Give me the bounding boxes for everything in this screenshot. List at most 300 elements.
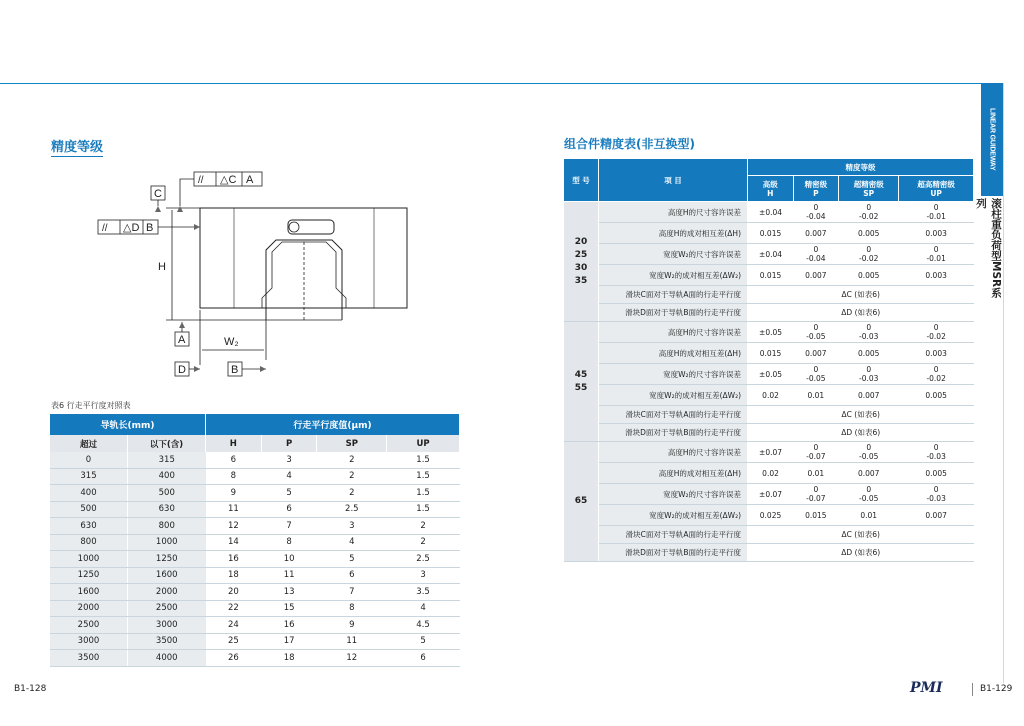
- table-cell: 9: [317, 617, 387, 634]
- value-line: 0.005: [925, 390, 947, 400]
- item-cell: 滑块D面对于导轨B面的行走平行度: [599, 424, 748, 442]
- item-cell: 宽度W₂的尺寸容许误差: [599, 364, 748, 385]
- table-row: [564, 424, 974, 442]
- table-row: [564, 304, 974, 322]
- item-cell: 滑块C面对于导轨A面的行走平行度: [599, 286, 748, 304]
- block-outline: [200, 208, 407, 308]
- model-number: 55: [574, 382, 588, 393]
- table-row: [564, 505, 974, 526]
- value-line: -0.03: [926, 494, 946, 503]
- table-cell: 22: [206, 600, 262, 617]
- value-line: 0.015: [759, 348, 782, 358]
- table-cell: 3500: [128, 633, 206, 650]
- value-line: -0.01: [926, 254, 946, 263]
- precision-grade-heading: 精度等级: [51, 136, 103, 157]
- model-cell: [564, 442, 599, 562]
- full-cell: ΔD (如表6): [748, 544, 974, 562]
- value-line: -0.05: [859, 452, 879, 461]
- model-number: 35: [574, 275, 588, 286]
- table-cell: 16: [261, 617, 317, 634]
- value-line: 0: [813, 245, 819, 254]
- value-cell: [899, 463, 974, 484]
- value-cell: [899, 322, 974, 343]
- table-cell: 2: [387, 534, 460, 551]
- value-line: -0.03: [859, 332, 879, 341]
- table-cell: 11: [317, 633, 387, 650]
- table-cell: 800: [50, 534, 128, 551]
- parallelism-table: [50, 414, 460, 667]
- table-cell: 500: [50, 501, 128, 518]
- grade-header: [899, 176, 974, 202]
- table-cell: 11: [206, 501, 262, 518]
- value-cell: [748, 343, 794, 364]
- item-cell: 宽度W₂的成对相互差(ΔW₂): [599, 505, 748, 526]
- value-line: 0.01: [807, 390, 825, 400]
- value-line: 0: [933, 245, 939, 254]
- table-cell: 1600: [50, 584, 128, 601]
- table-cell: 12: [206, 518, 262, 535]
- table-row: [50, 452, 460, 468]
- assembly-precision-table: [564, 159, 974, 562]
- label-dd: △D: [123, 222, 140, 234]
- table-cell: 25: [206, 633, 262, 650]
- value-cell: [899, 442, 974, 463]
- table-row: [564, 406, 974, 424]
- table-cell: 4: [387, 600, 460, 617]
- model-number: 25: [574, 249, 588, 260]
- table-cell: 1000: [128, 534, 206, 551]
- table-cell: 18: [261, 650, 317, 667]
- value-line: -0.03: [926, 452, 946, 461]
- section-title: 滚柱重负荷型MSR系列: [975, 198, 1002, 298]
- item-cell: 滑块D面对于导轨B面的行走平行度: [599, 544, 748, 562]
- value-line: 0.007: [925, 510, 947, 520]
- model-number: 20: [574, 236, 588, 247]
- label-w2: W₂: [224, 336, 239, 348]
- label-d: D: [178, 364, 186, 376]
- table-cell: 6: [261, 501, 317, 518]
- table-cell: 5: [317, 551, 387, 568]
- grade-name: 高级: [762, 179, 778, 189]
- page-number-left: B1-128: [14, 684, 47, 694]
- table-cell: 500: [128, 485, 206, 502]
- table-cell: 6: [317, 567, 387, 584]
- table-row: [50, 567, 460, 584]
- item-cell: 高度H的尺寸容许误差: [599, 202, 748, 223]
- value-line: -0.04: [806, 254, 826, 263]
- table-cell: 1.5: [387, 485, 460, 502]
- grade-header: [748, 176, 794, 202]
- full-cell: ΔC (如表6): [748, 286, 974, 304]
- value-cell: [839, 202, 899, 223]
- value-line: -0.04: [806, 212, 826, 221]
- item-cell: 高度H的成对相互差(ΔH): [599, 343, 748, 364]
- value-cell: [748, 385, 794, 406]
- value-cell: [748, 202, 794, 223]
- table-row: [564, 202, 974, 223]
- value-line: 0: [933, 203, 939, 212]
- table-cell: 1600: [128, 567, 206, 584]
- table-cell: 1250: [50, 567, 128, 584]
- table-caption: 表6 行走平行度对照表: [51, 401, 131, 410]
- value-line: -0.05: [859, 494, 879, 503]
- sub-header-row: [50, 435, 460, 452]
- header-item: 项 目: [599, 159, 748, 202]
- value-line: ±0.07: [759, 489, 783, 499]
- table-cell: 3: [317, 518, 387, 535]
- table-cell: 2.5: [387, 551, 460, 568]
- table-row: [50, 584, 460, 601]
- top-rule: [0, 83, 981, 84]
- table-row: [564, 484, 974, 505]
- table-cell: 3: [261, 452, 317, 468]
- table-row: [564, 364, 974, 385]
- value-cell: [748, 484, 794, 505]
- value-cell: [899, 223, 974, 244]
- table-cell: 3.5: [387, 584, 460, 601]
- item-cell: 滑块D面对于导轨B面的行走平行度: [599, 304, 748, 322]
- table-row: [564, 244, 974, 265]
- value-line: 0.01: [807, 468, 825, 478]
- header-grade: 精度等级: [748, 159, 974, 176]
- value-cell: [899, 364, 974, 385]
- value-line: -0.03: [859, 374, 879, 383]
- header-model: 型 号: [564, 159, 599, 202]
- value-cell: [899, 265, 974, 286]
- value-line: 0.015: [759, 228, 782, 238]
- value-cell: [899, 505, 974, 526]
- value-line: 0.015: [759, 270, 782, 280]
- value-line: ±0.04: [759, 249, 783, 259]
- item-cell: 滑块C面对于导轨A面的行走平行度: [599, 406, 748, 424]
- table-cell: 1.5: [387, 501, 460, 518]
- value-cell: [839, 223, 899, 244]
- table-cell: 17: [261, 633, 317, 650]
- table-row: [50, 485, 460, 502]
- table-cell: 6: [206, 452, 262, 468]
- value-line: ±0.07: [759, 447, 783, 457]
- sub-header-cell: UP: [387, 435, 460, 452]
- value-line: 0.02: [762, 390, 779, 400]
- value-line: 0: [866, 203, 872, 212]
- value-line: -0.01: [926, 212, 946, 221]
- table-cell: 2000: [128, 584, 206, 601]
- grade-code: UP: [930, 188, 942, 198]
- table-row: [50, 551, 460, 568]
- value-line: 0: [866, 245, 872, 254]
- value-line: -0.02: [859, 254, 879, 263]
- value-cell: [899, 385, 974, 406]
- model-cell: [564, 322, 599, 442]
- table-cell: 1.5: [387, 452, 460, 468]
- label-b-ref: B: [146, 222, 154, 234]
- grade-name: 超高精密级: [917, 179, 955, 189]
- value-line: -0.07: [806, 494, 826, 503]
- table-cell: 3000: [128, 617, 206, 634]
- value-line: -0.02: [859, 212, 879, 221]
- value-line: 0: [866, 485, 872, 494]
- value-line: 0.007: [805, 228, 827, 238]
- value-cell: [899, 202, 974, 223]
- table-row: [564, 442, 974, 463]
- label-a: A: [178, 334, 186, 346]
- value-line: 0.003: [925, 270, 947, 280]
- header-parallelism: 行走平行度值(μm): [206, 414, 460, 435]
- table-cell: 11: [261, 567, 317, 584]
- table-cell: 10: [261, 551, 317, 568]
- value-cell: [793, 442, 839, 463]
- table-cell: 2: [317, 452, 387, 468]
- table-cell: 630: [128, 501, 206, 518]
- value-cell: [839, 484, 899, 505]
- sub-header-cell: H: [206, 435, 262, 452]
- value-line: 0: [933, 323, 939, 332]
- value-cell: [793, 385, 839, 406]
- grade-code: SP: [863, 188, 875, 198]
- value-cell: [899, 484, 974, 505]
- table-row: [50, 468, 460, 485]
- value-line: -0.05: [806, 332, 826, 341]
- header-rail-length: 导轨长(mm): [50, 414, 206, 435]
- grade-header: [793, 176, 839, 202]
- value-line: 0: [866, 323, 872, 332]
- table-cell: 8: [317, 600, 387, 617]
- table-cell: 2000: [50, 600, 128, 617]
- value-line: 0.007: [857, 468, 880, 478]
- full-cell: ΔD (如表6): [748, 424, 974, 442]
- item-cell: 高度H的成对相互差(ΔH): [599, 223, 748, 244]
- label-a-ref: A: [246, 174, 254, 186]
- parallelism-table-body: [50, 435, 460, 666]
- value-cell: [748, 442, 794, 463]
- label-parallel-1: //: [198, 175, 204, 186]
- value-line: ±0.05: [759, 369, 783, 379]
- value-cell: [748, 505, 794, 526]
- table-row: [564, 463, 974, 484]
- item-cell: 高度H的成对相互差(ΔH): [599, 463, 748, 484]
- sub-header-cell: 超过: [50, 435, 128, 452]
- table-cell: 4: [261, 468, 317, 485]
- grade-code: H: [767, 188, 774, 198]
- value-line: 0.02: [762, 468, 779, 478]
- value-line: 0: [813, 443, 819, 452]
- table-cell: 315: [128, 452, 206, 468]
- table-cell: 15: [261, 600, 317, 617]
- value-cell: [793, 484, 839, 505]
- value-line: 0.005: [857, 270, 880, 280]
- table-cell: 2: [317, 485, 387, 502]
- table-cell: 8: [206, 468, 262, 485]
- table-row: [564, 265, 974, 286]
- table-row: [50, 650, 460, 667]
- value-line: 0: [866, 443, 872, 452]
- label-b: B: [231, 364, 239, 376]
- table-cell: 4000: [128, 650, 206, 667]
- value-line: 0: [933, 485, 939, 494]
- label-c: C: [154, 188, 162, 200]
- model-number: 30: [574, 262, 588, 273]
- value-line: 0.025: [759, 510, 782, 520]
- table-cell: 20: [206, 584, 262, 601]
- value-line: 0.005: [925, 468, 947, 478]
- value-cell: [839, 265, 899, 286]
- value-line: ±0.05: [759, 327, 783, 337]
- value-line: -0.02: [926, 374, 946, 383]
- table-cell: 2.5: [317, 501, 387, 518]
- table-cell: 18: [206, 567, 262, 584]
- table-row: [564, 223, 974, 244]
- table-row: [50, 518, 460, 535]
- label-dc: △C: [220, 174, 237, 186]
- full-cell: ΔD (如表6): [748, 304, 974, 322]
- item-cell: 宽度W₂的尺寸容许误差: [599, 484, 748, 505]
- table-cell: 400: [128, 468, 206, 485]
- sub-header-cell: P: [261, 435, 317, 452]
- table-cell: 1250: [128, 551, 206, 568]
- value-line: 0.015: [805, 510, 827, 520]
- table-cell: 3000: [50, 633, 128, 650]
- table-cell: 800: [128, 518, 206, 535]
- table-cell: 4.5: [387, 617, 460, 634]
- value-line: 0: [813, 485, 819, 494]
- value-cell: [839, 322, 899, 343]
- table-cell: 16: [206, 551, 262, 568]
- table-cell: 7: [261, 518, 317, 535]
- table-cell: 630: [50, 518, 128, 535]
- footer-divider: [972, 683, 973, 696]
- model-number: 45: [574, 369, 588, 380]
- table-cell: 9: [206, 485, 262, 502]
- table-cell: 315: [50, 468, 128, 485]
- value-cell: [793, 343, 839, 364]
- item-cell: 宽度W₂的成对相互差(ΔW₂): [599, 265, 748, 286]
- table-cell: 3: [387, 567, 460, 584]
- value-cell: [793, 202, 839, 223]
- value-cell: [748, 322, 794, 343]
- value-line: 0: [933, 443, 939, 452]
- table-cell: 400: [50, 485, 128, 502]
- sub-header-cell: SP: [317, 435, 387, 452]
- value-line: -0.05: [806, 374, 826, 383]
- table-row: [564, 343, 974, 364]
- table-cell: 4: [317, 534, 387, 551]
- table-cell: 2: [387, 518, 460, 535]
- label-h: H: [158, 261, 166, 273]
- table-cell: 6: [387, 650, 460, 667]
- value-line: 0.007: [805, 348, 827, 358]
- item-cell: 宽度W₂的成对相互差(ΔW₂): [599, 385, 748, 406]
- table-row: [50, 534, 460, 551]
- table-cell: 24: [206, 617, 262, 634]
- value-cell: [748, 265, 794, 286]
- value-line: 0: [813, 365, 819, 374]
- value-line: 0: [813, 203, 819, 212]
- value-line: 0.005: [857, 228, 880, 238]
- value-cell: [793, 364, 839, 385]
- value-line: 0.007: [857, 390, 880, 400]
- table-row: [564, 544, 974, 562]
- value-line: 0.007: [805, 270, 827, 280]
- section-tab-label: LINEAR GUIDEWAY: [988, 108, 996, 171]
- item-cell: 高度H的尺寸容许误差: [599, 322, 748, 343]
- full-cell: ΔC (如表6): [748, 526, 974, 544]
- table-cell: 0: [50, 452, 128, 468]
- table-cell: 2500: [128, 600, 206, 617]
- full-cell: ΔC (如表6): [748, 406, 974, 424]
- table-cell: 2: [317, 468, 387, 485]
- table-row: [564, 385, 974, 406]
- item-cell: 宽度W₂的尺寸容许误差: [599, 244, 748, 265]
- value-cell: [839, 385, 899, 406]
- value-cell: [839, 442, 899, 463]
- table-cell: 5: [387, 633, 460, 650]
- table-cell: 13: [261, 584, 317, 601]
- value-cell: [793, 244, 839, 265]
- table-cell: 26: [206, 650, 262, 667]
- value-cell: [839, 343, 899, 364]
- grade-name: 精密级: [804, 179, 828, 189]
- table-cell: 7: [317, 584, 387, 601]
- header-row: [564, 159, 974, 176]
- table-cell: 8: [261, 534, 317, 551]
- table-row: [50, 600, 460, 617]
- table-row: [50, 633, 460, 650]
- value-line: ±0.04: [759, 207, 783, 217]
- model-cell: [564, 202, 599, 322]
- value-cell: [793, 265, 839, 286]
- sub-header-cell: 以下(含): [128, 435, 206, 452]
- table-row: [564, 526, 974, 544]
- precision-diagram: [96, 170, 426, 385]
- value-cell: [748, 463, 794, 484]
- value-line: 0.003: [925, 228, 947, 238]
- value-cell: [839, 244, 899, 265]
- label-parallel-2: //: [102, 223, 108, 234]
- item-cell: 高度H的尺寸容许误差: [599, 442, 748, 463]
- value-cell: [793, 223, 839, 244]
- value-cell: [748, 223, 794, 244]
- value-line: 0.003: [925, 348, 947, 358]
- value-cell: [839, 505, 899, 526]
- grade-code: P: [813, 188, 819, 198]
- value-cell: [793, 322, 839, 343]
- value-line: 0.01: [860, 510, 878, 520]
- value-cell: [793, 505, 839, 526]
- table-cell: 12: [317, 650, 387, 667]
- page-number-right: B1-129: [980, 684, 1013, 694]
- table-cell: 14: [206, 534, 262, 551]
- value-line: 0: [933, 365, 939, 374]
- table-cell: 3500: [50, 650, 128, 667]
- value-line: 0.005: [857, 348, 880, 358]
- table-row: [50, 501, 460, 518]
- value-cell: [793, 463, 839, 484]
- value-cell: [899, 244, 974, 265]
- model-number: 65: [574, 496, 588, 506]
- table-cell: 1000: [50, 551, 128, 568]
- value-cell: [839, 463, 899, 484]
- side-divider: [1003, 83, 1004, 683]
- value-line: -0.07: [806, 452, 826, 461]
- assembly-precision-heading: 组合件精度表(非互换型): [564, 137, 695, 151]
- assembly-table-body: [564, 159, 974, 562]
- grade-name: 超精密级: [853, 179, 884, 189]
- grade-header: [839, 176, 899, 202]
- table-row: [564, 322, 974, 343]
- value-line: 0: [866, 365, 872, 374]
- table-cell: 1.5: [387, 468, 460, 485]
- table-row: [564, 286, 974, 304]
